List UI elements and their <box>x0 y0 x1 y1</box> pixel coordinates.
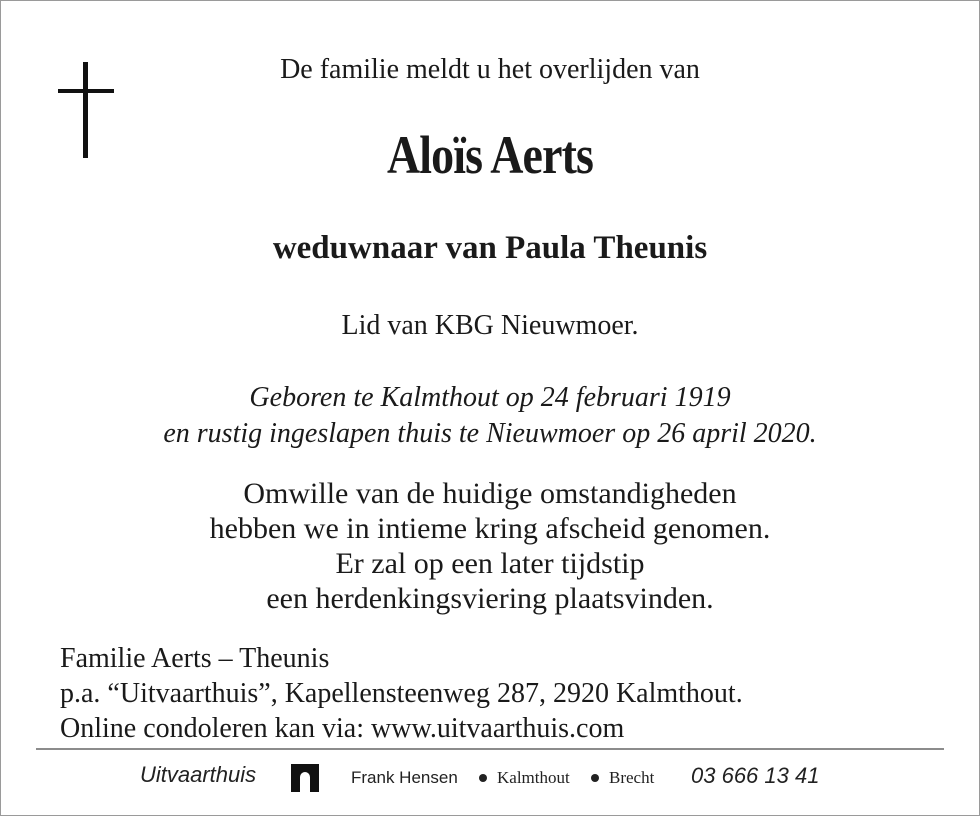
family-address: p.a. “Uitvaarthuis”, Kapellensteenweg 287, 2920 Kalmthout. <box>60 678 743 709</box>
family-block <box>60 641 743 746</box>
town-kalmthout: Kalmthout <box>497 768 570 787</box>
footer <box>0 760 980 794</box>
contact-name: Frank Hensen <box>351 768 458 787</box>
bullet-icon <box>591 774 599 782</box>
condolence-line: Online condoleren kan via: www.uitvaarthuis.com <box>60 713 625 744</box>
message-line: Er zal op een later tijdstip <box>335 547 645 580</box>
deceased-name: Aloïs Aerts <box>386 125 594 185</box>
bullet-icon <box>479 774 487 782</box>
message-block <box>0 476 980 616</box>
phone-number: 03 666 13 41 <box>691 763 820 788</box>
birth-line: Geboren te Kalmthout op 24 februari 1919 <box>249 382 731 413</box>
town-brecht: Brecht <box>609 768 655 787</box>
widower-line: weduwnaar van Paula Theunis <box>272 230 708 266</box>
message-line: een herdenkingsviering plaatsvinden. <box>266 582 714 615</box>
intro-text: De familie meldt u het overlijden van <box>280 54 700 85</box>
death-line: en rustig ingeslapen thuis te Nieuwmoer op 26 april 2020. <box>163 418 817 449</box>
family-name: Familie Aerts – Theunis <box>60 643 330 674</box>
uitvaarthuis-logo-icon <box>291 764 319 792</box>
footer-divider <box>36 748 944 750</box>
brand-name: Uitvaarthuis <box>140 762 257 787</box>
birth-death-block <box>0 380 980 452</box>
message-line: Omwille van de huidige omstandigheden <box>243 477 737 510</box>
membership-line: Lid van KBG Nieuwmoer. <box>341 310 639 341</box>
message-line: hebben we in intieme kring afscheid genomen. <box>209 512 771 545</box>
